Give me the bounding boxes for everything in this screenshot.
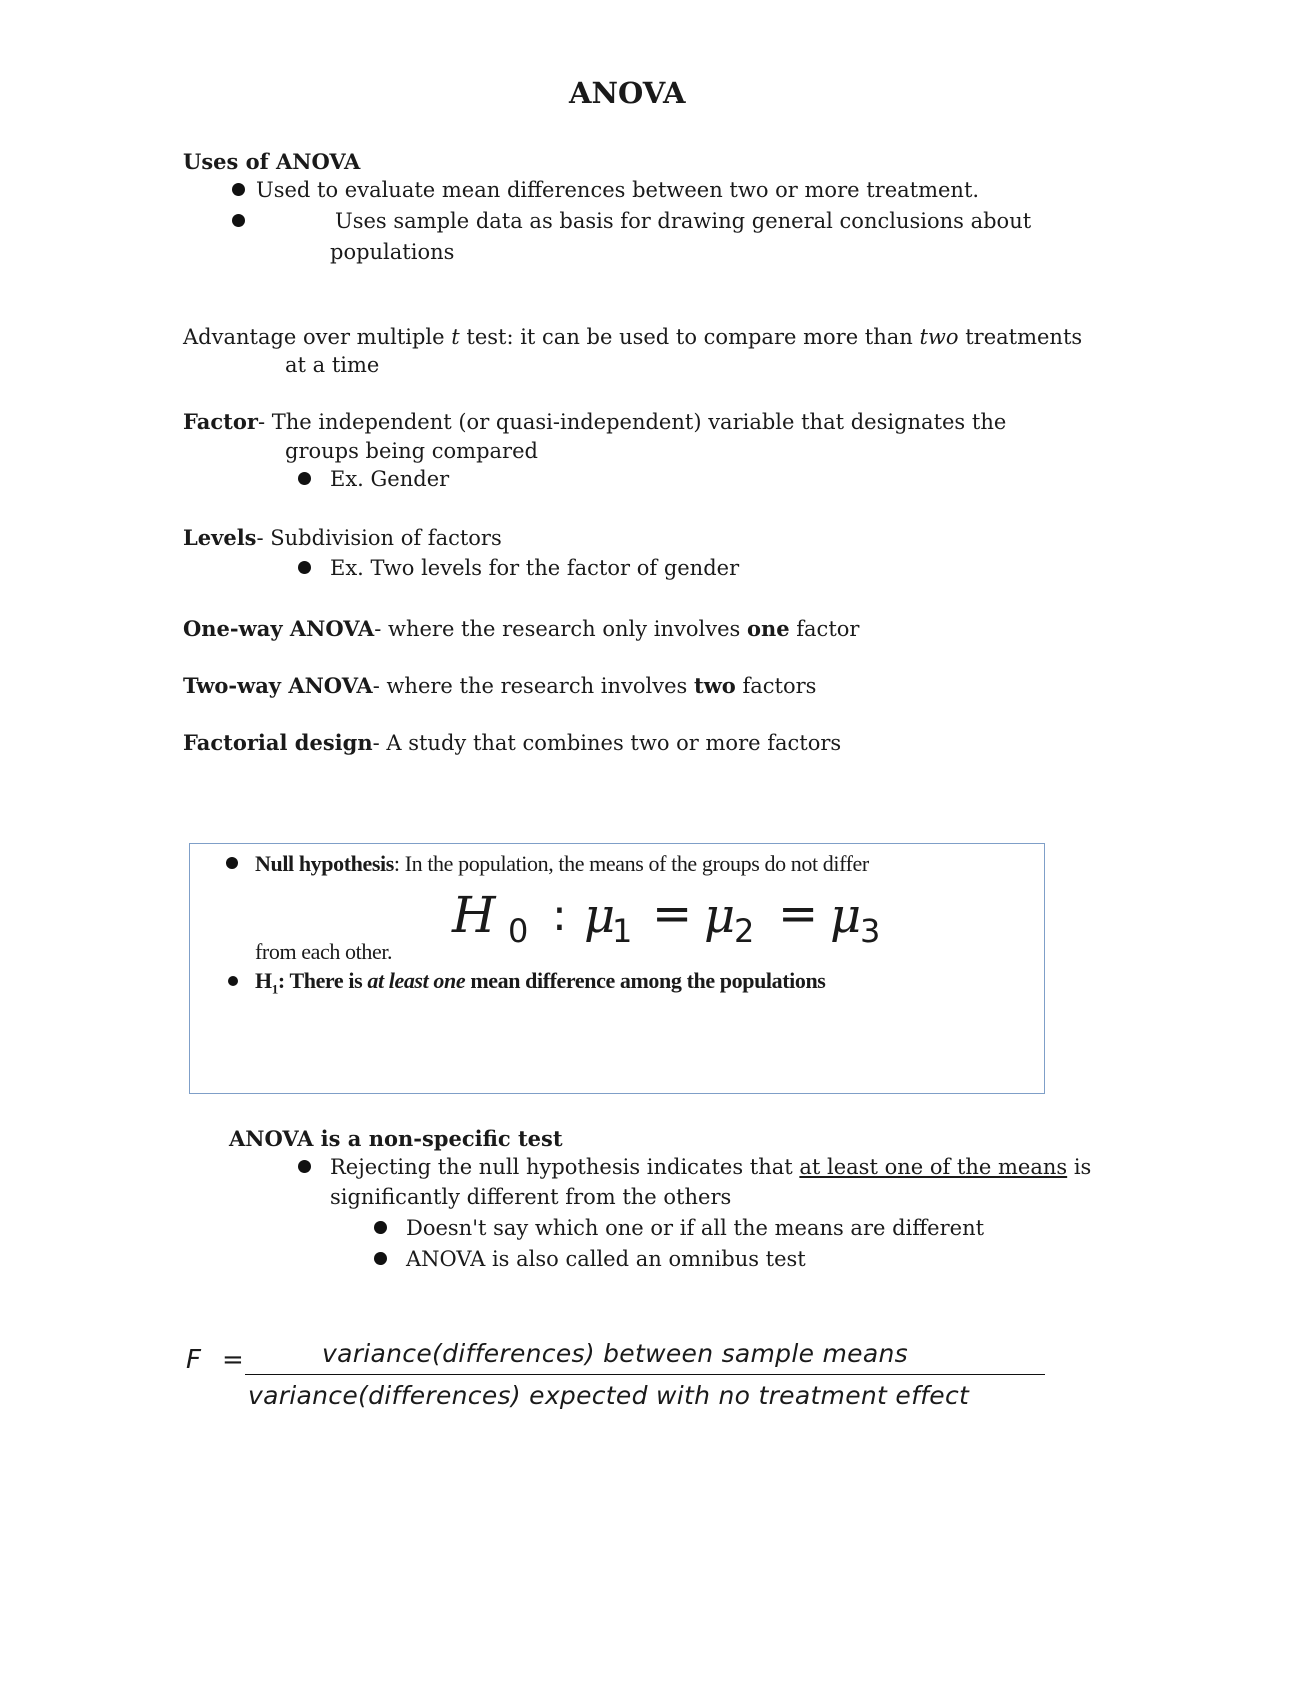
twoway-pre: - where the research involves <box>372 674 694 698</box>
formula-h-sub: 0 <box>508 912 529 950</box>
factorial-def: - A study that combines two or more factors <box>372 731 842 755</box>
formula-sub-3: 3 <box>860 912 881 950</box>
bullet-icon <box>228 976 238 986</box>
bullet-icon <box>374 1252 387 1265</box>
bullet-icon <box>298 561 311 574</box>
bullet-icon <box>232 183 245 196</box>
factor-def: - The independent (or quasi-independent) variable that designates the <box>257 410 1007 434</box>
factorial-definition <box>183 730 841 756</box>
uses-item-1: Used to evaluate mean differences between two or more treatment. <box>256 178 980 202</box>
null-term: Null hypothesis <box>255 851 394 876</box>
formula-mu-1: μ <box>584 888 616 944</box>
formula-eq-2: = <box>778 886 819 942</box>
advantage-lead: Advantage over multiple <box>183 325 452 349</box>
formula-mu-3: μ <box>830 888 862 944</box>
advantage-line-2: at a time <box>285 353 380 377</box>
factorial-term: Factorial design <box>183 730 373 755</box>
nonspecific-heading: ANOVA is a non-specific test <box>229 1126 563 1151</box>
null-hypothesis-line <box>255 851 869 877</box>
f-formula-fraction-bar <box>245 1374 1045 1375</box>
f-formula-lhs: F <box>186 1345 201 1375</box>
nonspecific-item-1-pre: Rejecting the null hypothesis indicates that <box>330 1155 800 1179</box>
formula-sub-2: 2 <box>734 912 755 950</box>
advantage-end: treatments <box>958 325 1083 349</box>
oneway-post: factor <box>789 617 860 641</box>
f-formula-numerator: variance(differences) between sample means <box>322 1339 908 1368</box>
advantage-t: t <box>451 325 460 349</box>
twoway-term: Two-way ANOVA <box>183 673 373 698</box>
f-formula-denominator: variance(differences) expected with no treatment effect <box>248 1381 970 1410</box>
bullet-icon <box>298 472 311 485</box>
factor-def-continued: groups being compared <box>285 439 538 463</box>
formula-sub-1: 1 <box>612 912 633 950</box>
alt-italic: at least one <box>367 968 466 993</box>
alt-term-h: H <box>255 968 272 993</box>
oneway-term: One-way ANOVA <box>183 616 375 641</box>
advantage-line <box>183 324 1082 350</box>
nonspecific-item-1-continued: significantly different from the others <box>330 1185 732 1209</box>
nonspecific-item-1 <box>330 1154 1091 1180</box>
oneway-bold: one <box>746 616 790 641</box>
bullet-icon <box>226 857 238 869</box>
advantage-mid: test: it can be used to compare more than <box>459 325 920 349</box>
f-formula-eq: = <box>222 1345 244 1375</box>
hypothesis-box <box>189 843 1045 1094</box>
nonspecific-sub-2: ANOVA is also called an omnibus test <box>406 1247 806 1271</box>
factor-example: Ex. Gender <box>330 467 450 491</box>
page-title: ANOVA <box>569 76 686 110</box>
nonspecific-item-1-post: is <box>1067 1155 1092 1179</box>
factor-definition <box>183 409 1006 435</box>
formula-h: H <box>452 886 496 944</box>
levels-def: - Subdivision of factors <box>256 526 502 550</box>
levels-example: Ex. Two levels for the factor of gender <box>330 556 740 580</box>
null-def-continued: from each other. <box>255 939 393 964</box>
factor-term: Factor <box>183 409 258 434</box>
twoway-post: factors <box>735 674 817 698</box>
oneway-definition <box>183 616 859 642</box>
formula-colon: : <box>552 890 567 941</box>
alt-post: mean difference among the populations <box>465 968 826 993</box>
nonspecific-sub-1: Doesn't say which one or if all the means are different <box>406 1216 985 1240</box>
formula-eq-1: = <box>652 886 693 942</box>
uses-item-2-continued: populations <box>330 240 455 264</box>
alt-term-sub: 1 <box>271 981 278 997</box>
null-def: : In the population, the means of the groups do not differ <box>393 851 869 876</box>
bullet-icon <box>232 214 245 227</box>
alt-hypothesis-line <box>255 968 825 1002</box>
uses-item-2: Uses sample data as basis for drawing general conclusions about <box>335 209 1032 233</box>
nonspecific-item-1-underline: at least one of the means <box>799 1155 1068 1179</box>
bullet-icon <box>374 1221 387 1234</box>
alt-pre: : There is <box>277 968 368 993</box>
advantage-two: two <box>919 325 959 349</box>
levels-definition <box>183 525 502 551</box>
twoway-definition <box>183 673 816 699</box>
oneway-pre: - where the research only involves <box>374 617 747 641</box>
twoway-bold: two <box>694 673 736 698</box>
formula-mu-2: μ <box>704 888 736 944</box>
levels-term: Levels <box>183 525 257 550</box>
bullet-icon <box>298 1160 311 1173</box>
uses-heading: Uses of ANOVA <box>183 149 361 174</box>
